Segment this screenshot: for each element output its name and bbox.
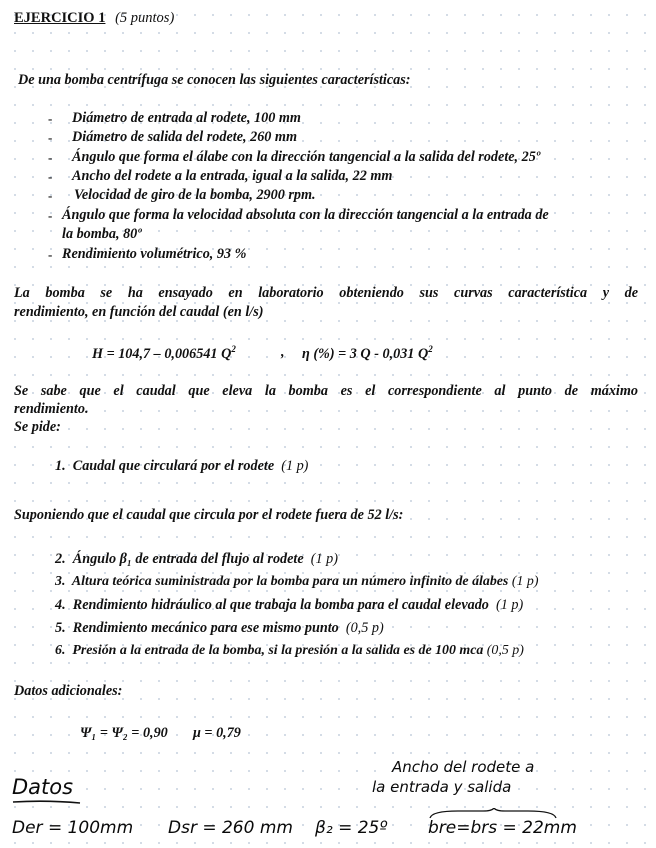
handwritten-der: Der = 100mm bbox=[12, 818, 134, 838]
equation-exponent: 2 bbox=[231, 344, 236, 354]
question-number: 1. bbox=[55, 458, 66, 474]
question-number: 5. bbox=[55, 620, 66, 636]
additional-data-title: Datos adicionales: bbox=[14, 683, 123, 699]
characteristic-item: Rendimiento volumétrico, 93 % bbox=[62, 246, 247, 262]
exercise-title: EJERCICIO 1 bbox=[14, 10, 106, 26]
supposition-text: Suponiendo que el caudal que circula por el rodete fuera de 52 l/s: bbox=[14, 507, 404, 523]
question-number: 4. bbox=[55, 597, 66, 613]
known-paragraph-line2: rendimiento. bbox=[14, 401, 89, 417]
characteristic-item-continued: la bomba, 80º bbox=[62, 226, 142, 242]
characteristic-item: Ángulo que forma el álabe con la dirección tangencial a la salida del rodete, 25º bbox=[72, 149, 541, 165]
characteristic-item: Diámetro de entrada al rodete, 100 mm bbox=[72, 110, 301, 126]
question-number: 2. bbox=[55, 551, 66, 567]
bullet-dash: - bbox=[48, 130, 53, 145]
bullet-dash: - bbox=[48, 169, 53, 184]
handwritten-dsr: Dsr = 260 mm bbox=[168, 818, 293, 838]
question-text: Altura teórica suministrada por la bomba para un número infinito de álabes bbox=[71, 574, 509, 589]
bullet-dash: - bbox=[48, 208, 53, 223]
question-points: (1 p) bbox=[511, 574, 539, 589]
equation-efficiency: η (%) = 3 Q - 0,031 Q bbox=[302, 346, 429, 362]
handwritten-beta: β₂ = 25º bbox=[315, 818, 388, 838]
equation-head: H = 104,7 – 0,006541 Q bbox=[92, 346, 232, 362]
question-text: Presión a la entrada de la bomba, si la presión a la salida es de 100 mca bbox=[72, 643, 484, 658]
handwritten-width: bre=brs = 22mm bbox=[428, 818, 577, 838]
question-text: Caudal que circulará por el rodete bbox=[72, 458, 275, 474]
question-points: (0,5 p) bbox=[486, 643, 524, 658]
equation-exponent: 2 bbox=[428, 344, 433, 354]
question-5 bbox=[55, 620, 384, 636]
handwritten-note-line1: Ancho del rodete a bbox=[392, 758, 535, 776]
question-points: (1 p) bbox=[496, 597, 524, 613]
question-6 bbox=[55, 643, 524, 659]
equation-efficiency-curve bbox=[302, 344, 433, 362]
bullet-dash: - bbox=[48, 150, 53, 165]
question-2 bbox=[55, 551, 338, 567]
handwritten-datos-title: Datos bbox=[12, 775, 74, 799]
datos-underline bbox=[12, 799, 82, 805]
question-text: Rendimiento mecánico para ese mismo punto bbox=[72, 620, 339, 636]
bullet-dash: - bbox=[48, 247, 53, 262]
additional-mu: μ = 0,79 bbox=[193, 725, 241, 741]
question-points: (1 p) bbox=[281, 458, 309, 474]
question-3 bbox=[55, 574, 538, 590]
question-number: 3. bbox=[55, 574, 66, 589]
question-text: Rendimiento hidráulico al que trabaja la bomba para el caudal elevado bbox=[72, 597, 489, 613]
se-pide-heading: Se pide: bbox=[14, 419, 61, 435]
lab-paragraph-line2: rendimiento, en función del caudal (en l/s) bbox=[14, 304, 264, 320]
known-paragraph-line1: Se sabe que el caudal que eleva la bomba es el correspondiente al punto de máximo bbox=[14, 383, 638, 399]
handwritten-note-line2: la entrada y salida bbox=[372, 778, 512, 796]
question-points: (1 p) bbox=[310, 551, 338, 567]
question-4 bbox=[55, 597, 523, 613]
intro-text: De una bomba centrífuga se conocen las siguientes características: bbox=[18, 72, 411, 88]
characteristic-item: Velocidad de giro de la bomba, 2900 rpm. bbox=[74, 187, 316, 203]
bullet-dash: - bbox=[48, 188, 53, 203]
equation-separator: , bbox=[281, 344, 285, 360]
lab-paragraph-line1: La bomba se ha ensayado en laboratorio obteniendo sus curvas característica y de bbox=[14, 285, 638, 301]
additional-psi: Ψ₁ = Ψ₂ = 0,90 bbox=[80, 725, 168, 741]
characteristic-item: Ángulo que forma la velocidad absoluta con la dirección tangencial a la entrada de bbox=[62, 207, 549, 223]
question-points: (0,5 p) bbox=[345, 620, 384, 636]
characteristic-item: Ancho del rodete a la entrada, igual a la salida, 22 mm bbox=[72, 168, 393, 184]
characteristic-item: Diámetro de salida del rodete, 260 mm bbox=[72, 129, 298, 145]
question-1 bbox=[55, 458, 308, 474]
question-number: 6. bbox=[55, 643, 66, 658]
bullet-dash: - bbox=[48, 111, 53, 126]
question-text: Ángulo β₁ de entrada del flujo al rodete bbox=[72, 551, 304, 567]
exercise-header bbox=[14, 10, 174, 27]
exercise-points: (5 puntos) bbox=[115, 10, 175, 26]
equation-head-curve bbox=[92, 344, 236, 362]
